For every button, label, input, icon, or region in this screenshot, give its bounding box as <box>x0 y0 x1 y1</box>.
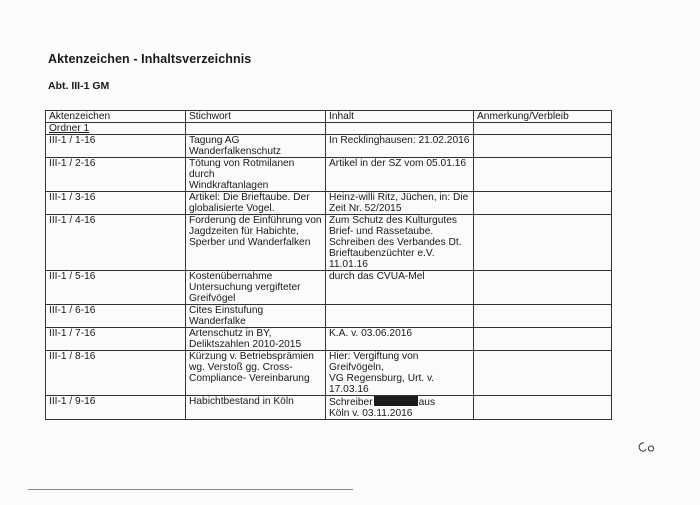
cell-stichwort: Kürzung v. Betriebsprämien wg. Verstoß gg. Cross- Compliance- Vereinbarung <box>186 351 326 396</box>
cell-inhalt: durch das CVUA-Mel <box>326 271 474 305</box>
cell-inhalt: Zum Schutz des Kulturgutes Brief- und Rassetaube. Schreiben des Verbandes Dt. Brieftaubenzüchter e.V. 11.01.16 <box>326 215 474 271</box>
cell-stichwort: Kostenübernahme Untersuchung vergifteter Greifvögel <box>186 271 326 305</box>
cell-anmerkung <box>474 328 612 351</box>
table-row <box>46 271 612 305</box>
cell-stichwort: Artikel: Die Brieftaube. Der globalisierte Vogel. <box>186 192 326 215</box>
header-aktenzeichen: Aktenzeichen <box>46 111 186 123</box>
cell-anmerkung <box>474 135 612 158</box>
cell-inhalt: Heinz-willi Ritz, Jüchen, in: Die Zeit Nr. 52/2015 <box>326 192 474 215</box>
cell-aktenzeichen: III-1 / 9-16 <box>46 396 186 420</box>
header-inhalt: Inhalt <box>326 111 474 123</box>
index-table <box>45 110 612 420</box>
cell-inhalt <box>326 305 474 328</box>
table-row <box>46 351 612 396</box>
cell-aktenzeichen: III-1 / 3-16 <box>46 192 186 215</box>
cell-inhalt: In Recklinghausen: 21.02.2016 <box>326 135 474 158</box>
cell-inhalt: Artikel in der SZ vom 05.01.16 <box>326 158 474 192</box>
page-edge-line <box>28 489 353 490</box>
header-stichwort: Stichwort <box>186 111 326 123</box>
cell-anmerkung <box>474 271 612 305</box>
inhalt-text-line2: Köln v. 03.11.2016 <box>329 408 413 419</box>
cell-stichwort: Tötung von Rotmilanen durch Windkraftanlagen <box>186 158 326 192</box>
cell-inhalt <box>326 396 474 420</box>
table-row <box>46 328 612 351</box>
cell-stichwort: Cites Einstufung Wanderfalke <box>186 305 326 328</box>
handwritten-mark <box>636 440 658 454</box>
cell-stichwort: Habichtbestand in Köln <box>186 396 326 420</box>
redaction-bar <box>374 396 418 406</box>
cell-anmerkung <box>474 192 612 215</box>
cell-anmerkung <box>474 215 612 271</box>
document-title: Aktenzeichen - Inhaltsverzeichnis <box>48 52 252 66</box>
table-row <box>46 158 612 192</box>
cell-stichwort: Artenschutz in BY, Deliktszahlen 2010-2015 <box>186 328 326 351</box>
header-row <box>46 111 612 123</box>
cell-aktenzeichen: III-1 / 8-16 <box>46 351 186 396</box>
group-label: Ordner 1 <box>46 123 186 135</box>
table-row <box>46 215 612 271</box>
cell-anmerkung <box>474 305 612 328</box>
cell-inhalt: Hier: Vergiftung von Greifvögeln, VG Regensburg, Urt. v. 17.03.16 <box>326 351 474 396</box>
cell-anmerkung <box>474 158 612 192</box>
cell-aktenzeichen: III-1 / 4-16 <box>46 215 186 271</box>
cell-stichwort: Forderung de Einführung von Jagdzeiten für Habichte, Sperber und Wanderfalken <box>186 215 326 271</box>
department-subtitle: Abt. III-1 GM <box>48 80 110 92</box>
table-row <box>46 135 612 158</box>
cell-aktenzeichen: III-1 / 5-16 <box>46 271 186 305</box>
cell-aktenzeichen: III-1 / 6-16 <box>46 305 186 328</box>
table-row <box>46 305 612 328</box>
cell-aktenzeichen: III-1 / 1-16 <box>46 135 186 158</box>
inhalt-text-before-redaction: Schreiber <box>329 397 373 408</box>
header-anmerkung: Anmerkung/Verbleib <box>474 111 612 123</box>
inhalt-text-after-redaction: aus <box>418 397 436 408</box>
cell-stichwort: Tagung AG Wanderfalkenschutz <box>186 135 326 158</box>
cell-anmerkung <box>474 351 612 396</box>
table-row <box>46 396 612 420</box>
group-row <box>46 123 612 135</box>
cell-aktenzeichen: III-1 / 7-16 <box>46 328 186 351</box>
cell-anmerkung <box>474 396 612 420</box>
cell-inhalt: K.A. v. 03.06.2016 <box>326 328 474 351</box>
cell-aktenzeichen: III-1 / 2-16 <box>46 158 186 192</box>
table-row <box>46 192 612 215</box>
